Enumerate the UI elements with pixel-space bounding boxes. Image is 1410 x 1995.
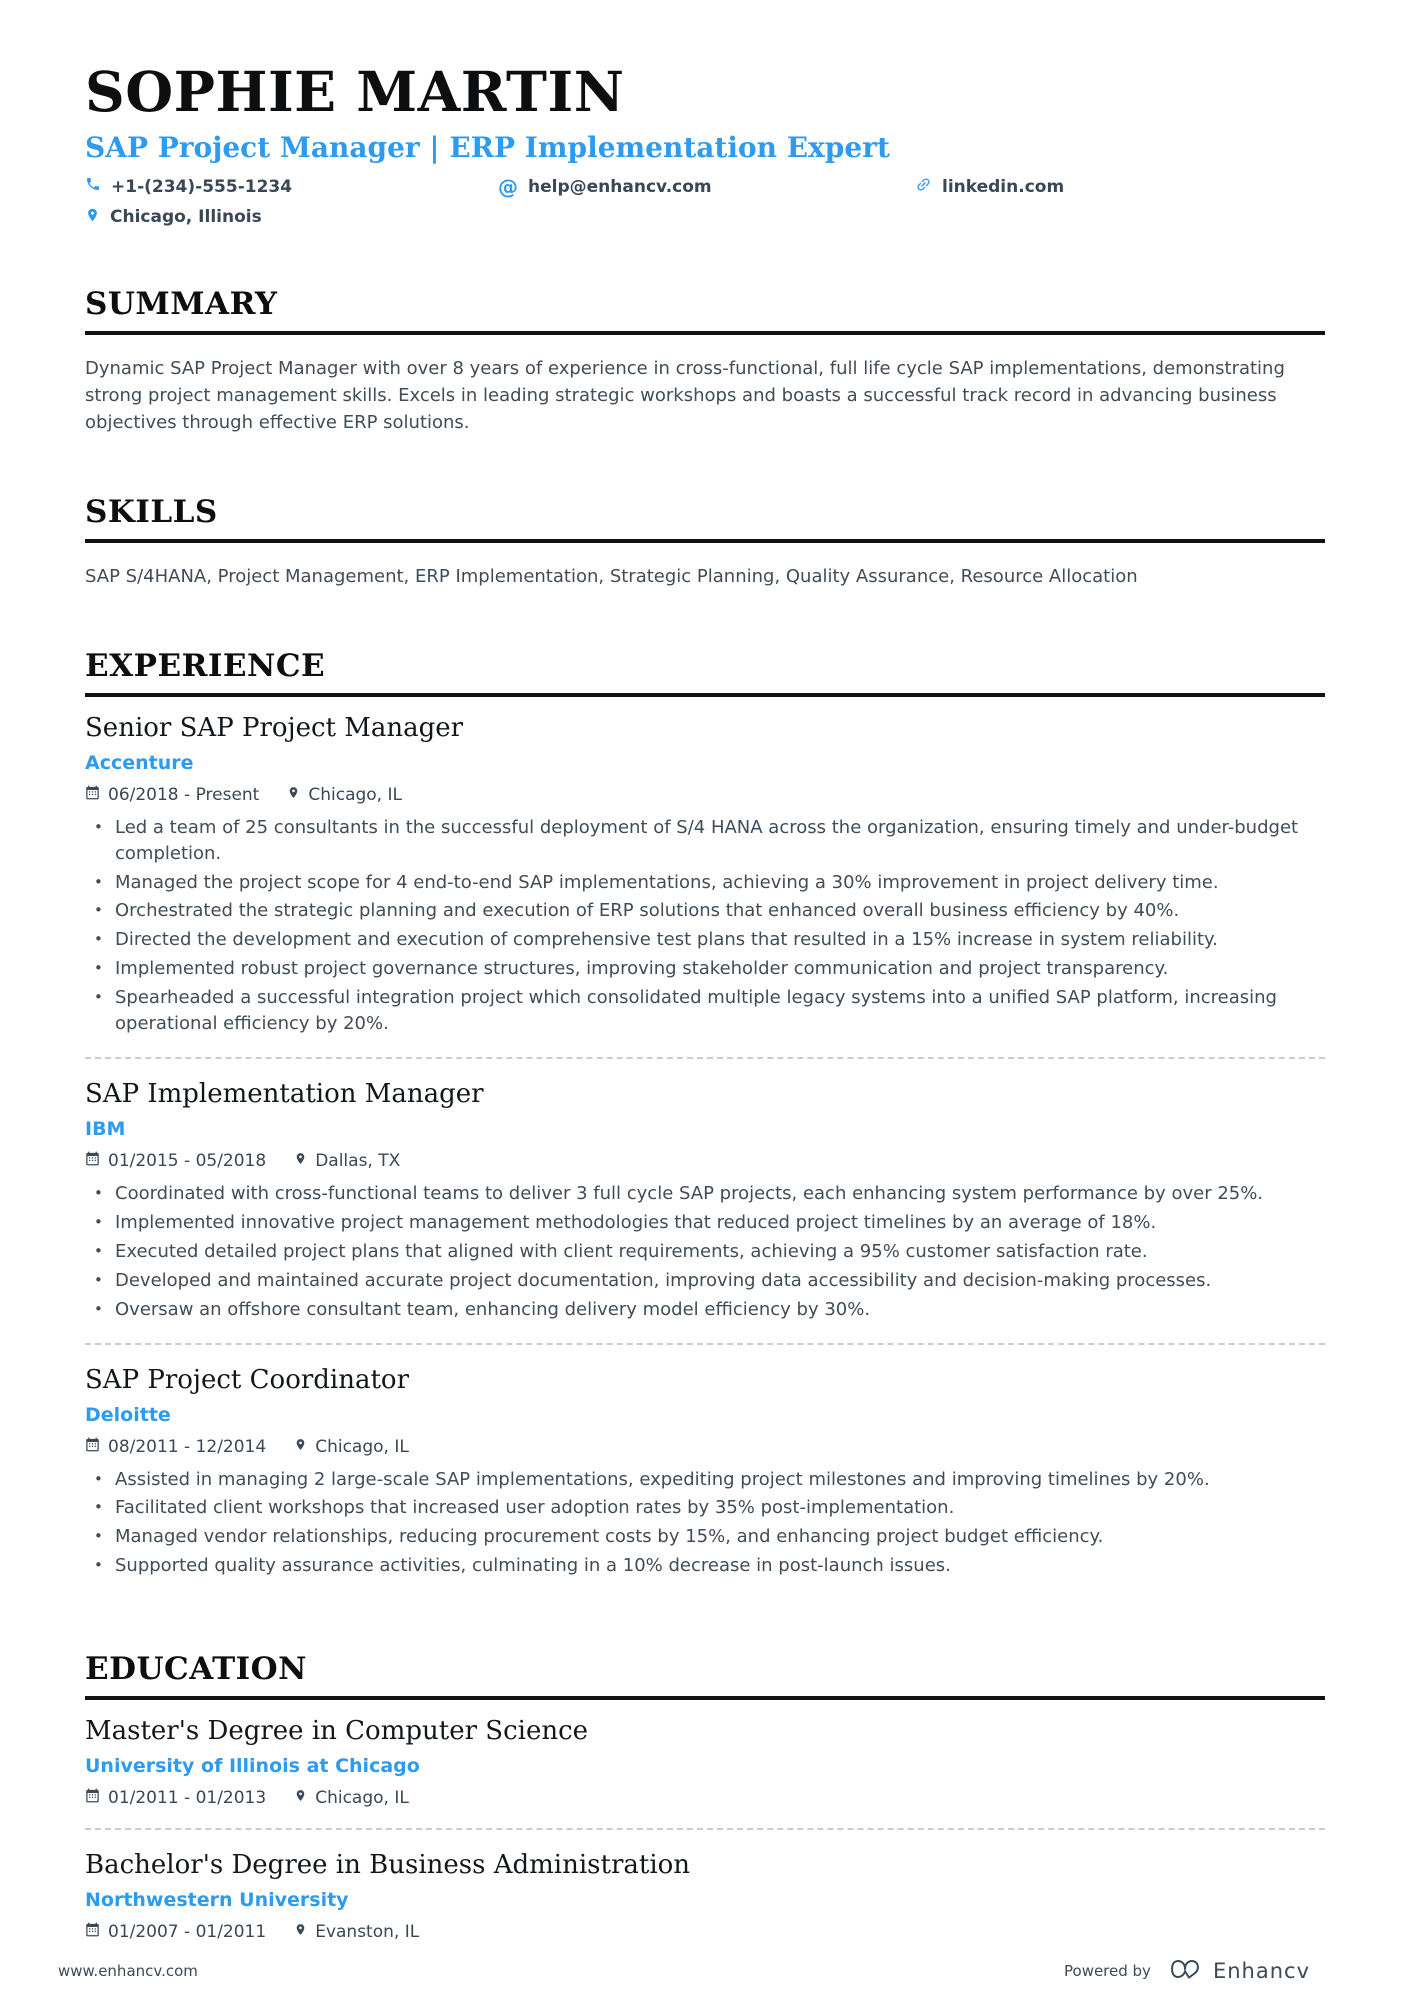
location-pin-icon xyxy=(287,785,300,805)
bullet: • Managed vendor relationships, reducing procurement costs by 15%, and enhancing project budget efficiency. xyxy=(85,1524,1325,1550)
location-contact xyxy=(85,207,262,228)
job-title: SAP Project Coordinator xyxy=(85,1364,410,1395)
education-meta xyxy=(85,1922,1325,1942)
education-dates xyxy=(85,1922,266,1942)
entry-divider xyxy=(85,1343,1325,1345)
summary-heading: SUMMARY xyxy=(85,285,278,322)
enhancv-logo-icon xyxy=(1167,1956,1203,1986)
experience-heading: EXPERIENCE xyxy=(85,647,326,684)
education-dates-text: 01/2011 - 01/2013 xyxy=(108,1788,267,1809)
bullet: • Implemented robust project governance structures, improving stakeholder communication and project transparency. xyxy=(85,956,1325,982)
job-location-text: Chicago, IL xyxy=(308,784,402,805)
experience-section xyxy=(85,648,1325,1593)
skills-heading-rule xyxy=(85,494,1325,543)
linkedin-url: linkedin.com xyxy=(942,176,1065,197)
job-meta xyxy=(85,785,1325,805)
enhancv-brand[interactable] xyxy=(1167,1956,1310,1986)
skills-text: SAP S/4HANA, Project Management, ERP Implementation, Strategic Planning, Quality Assurance, Resource Allocation xyxy=(85,565,1138,587)
education-heading: EDUCATION xyxy=(85,1651,307,1688)
education-dates xyxy=(85,1788,266,1808)
summary-text: Dynamic SAP Project Manager with over 8 years of experience in cross-functional, full life cycle SAP implementations, demonstrating strong project management skills. Excels in leading strategic workshops and boasts a successful track record in advancing business objectives through effective ERP solutions. xyxy=(85,357,1285,433)
bullet: • Oversaw an offshore consultant team, enhancing delivery model efficiency by 30%. xyxy=(85,1297,1325,1323)
job-title: Senior SAP Project Manager xyxy=(85,712,464,743)
skills-heading: SKILLS xyxy=(85,493,218,530)
location-pin-icon xyxy=(294,1788,307,1808)
job-location-text: Chicago, IL xyxy=(315,1436,409,1457)
job-dates xyxy=(85,1437,266,1457)
bullet: • Supported quality assurance activities, culminating in a 10% decrease in post-launch issues. xyxy=(85,1553,1325,1579)
linkedin-contact[interactable] xyxy=(915,176,1064,198)
school-name: Northwestern University xyxy=(85,1889,349,1912)
contact-row-2 xyxy=(85,207,1325,228)
powered-by-group xyxy=(1064,1956,1310,1986)
skills-section xyxy=(85,494,1325,590)
location-pin-icon xyxy=(294,1151,307,1171)
education-entry xyxy=(85,1834,1325,1956)
phone-icon xyxy=(85,176,101,197)
job-entry xyxy=(85,697,1325,1051)
degree-title: Bachelor's Degree in Business Administration xyxy=(85,1850,691,1881)
education-location xyxy=(294,1788,409,1808)
job-title: SAP Implementation Manager xyxy=(85,1079,484,1109)
company-name: IBM xyxy=(85,1118,126,1140)
job-location xyxy=(294,1437,409,1457)
calendar-icon xyxy=(85,1922,100,1942)
job-dates xyxy=(85,1151,266,1171)
calendar-icon xyxy=(85,1437,100,1457)
education-location xyxy=(294,1922,419,1942)
job-dates xyxy=(85,785,259,805)
location-text: Chicago, Illinois xyxy=(110,207,262,228)
job-location xyxy=(294,1151,400,1171)
bullet: • Executed detailed project plans that aligned with client requirements, achieving a 95% customer satisfaction rate. xyxy=(85,1239,1325,1265)
job-dates-text: 01/2015 - 05/2018 xyxy=(108,1151,267,1171)
job-entry xyxy=(85,1063,1325,1337)
location-pin-icon xyxy=(294,1437,307,1457)
summary-heading-rule xyxy=(85,286,1325,335)
degree-title: Master's Degree in Computer Science xyxy=(85,1716,589,1747)
email-address: help@enhancv.com xyxy=(528,176,712,197)
job-meta xyxy=(85,1151,1325,1171)
footer xyxy=(0,1956,1410,1995)
at-icon: @ xyxy=(498,174,518,199)
phone-contact[interactable] xyxy=(85,176,498,197)
header xyxy=(85,59,1325,228)
link-icon xyxy=(915,176,932,198)
contact-info xyxy=(85,176,1325,228)
job-bullets xyxy=(85,815,1325,1037)
company-name: Deloitte xyxy=(85,1403,171,1426)
location-pin-icon xyxy=(85,207,100,228)
bullet: • Facilitated client workshops that increased user adoption rates by 35% post-implementation. xyxy=(85,1495,1325,1521)
entry-divider xyxy=(85,1828,1325,1830)
contact-row-1 xyxy=(85,176,1325,198)
education-dates-text: 01/2007 - 01/2011 xyxy=(108,1922,267,1943)
calendar-icon xyxy=(85,785,100,805)
education-location-text: Chicago, IL xyxy=(315,1788,409,1809)
bullet: • Directed the development and execution of comprehensive test plans that resulted in a 15% increase in system reliability. xyxy=(85,927,1325,953)
powered-by-label: Powered by xyxy=(1064,1962,1151,1981)
entry-divider xyxy=(85,1057,1325,1059)
job-dates-text: 08/2011 - 12/2014 xyxy=(108,1436,267,1457)
bullet: • Orchestrated the strategic planning and execution of ERP solutions that enhanced overall business efficiency by 40%. xyxy=(85,898,1325,924)
bullet: • Spearheaded a successful integration project which consolidated multiple legacy systems into a unified SAP platform, increasing operational efficiency by 20%. xyxy=(85,985,1325,1037)
footer-website-link[interactable]: www.enhancv.com xyxy=(58,1962,198,1981)
school-name: University of Illinois at Chicago xyxy=(85,1755,420,1778)
calendar-icon xyxy=(85,1788,100,1808)
education-entry xyxy=(85,1700,1325,1822)
bullet: • Led a team of 25 consultants in the successful deployment of S/4 HANA across the organization, ensuring timely and under-budget completion. xyxy=(85,815,1325,867)
job-entry xyxy=(85,1349,1325,1594)
job-location xyxy=(287,785,402,805)
email-contact[interactable] xyxy=(498,174,915,199)
phone-number: +1-(234)-555-1234 xyxy=(111,176,293,197)
bullet: • Assisted in managing 2 large-scale SAP implementations, expediting project milestones and improving timelines by 20%. xyxy=(85,1467,1325,1493)
bullet: • Managed the project scope for 4 end-to-end SAP implementations, achieving a 30% improvement in project delivery time. xyxy=(85,870,1325,896)
education-section xyxy=(85,1651,1325,1956)
bullet: • Developed and maintained accurate project documentation, improving data accessibility and decision-making processes. xyxy=(85,1268,1325,1294)
summary-section xyxy=(85,286,1325,436)
company-name: Accenture xyxy=(85,751,194,774)
job-bullets xyxy=(85,1181,1325,1323)
calendar-icon xyxy=(85,1151,100,1171)
bullet: • Coordinated with cross-functional teams to deliver 3 full cycle SAP projects, each enhancing system performance by over 25%. xyxy=(85,1181,1325,1207)
job-location-text: Dallas, TX xyxy=(315,1151,401,1171)
bullet: • Implemented innovative project management methodologies that reduced project timelines by an average of 18%. xyxy=(85,1210,1325,1236)
location-pin-icon xyxy=(294,1922,307,1942)
job-dates-text: 06/2018 - Present xyxy=(108,784,260,805)
job-meta xyxy=(85,1437,1325,1457)
education-heading-rule xyxy=(85,1651,1325,1700)
headline: SAP Project Manager | ERP Implementation Expert xyxy=(85,130,890,164)
education-location-text: Evanston, IL xyxy=(315,1922,420,1943)
experience-heading-rule xyxy=(85,648,1325,697)
person-name: SOPHIE MARTIN xyxy=(85,59,625,124)
education-meta xyxy=(85,1788,1325,1808)
job-bullets xyxy=(85,1467,1325,1580)
enhancv-brand-name: Enhancv xyxy=(1212,1959,1310,1984)
